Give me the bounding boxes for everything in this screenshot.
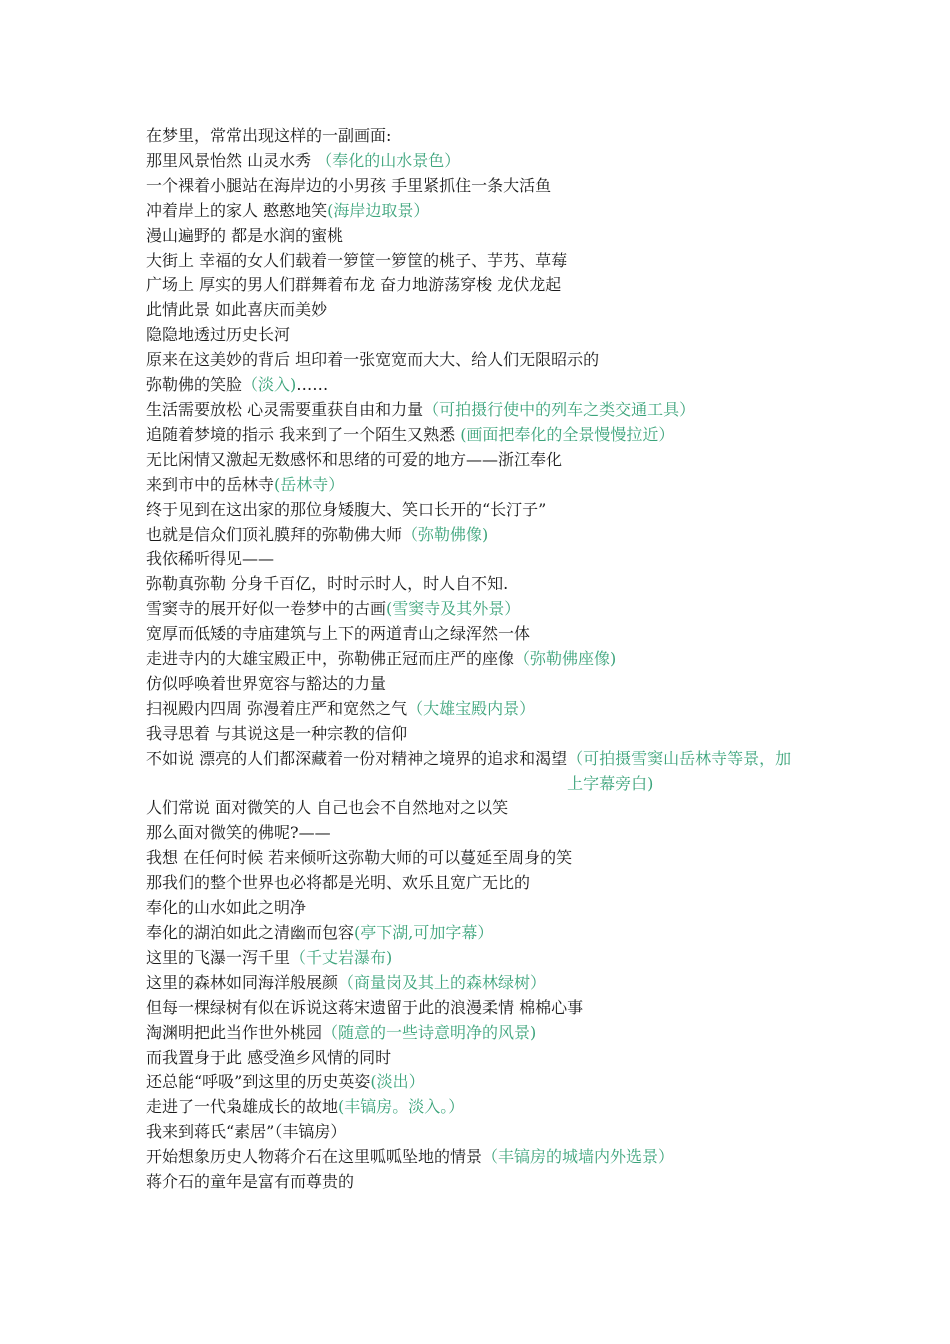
- shot-note: (淡出）: [370, 1072, 425, 1092]
- line-text: 扫视殿内四周 弥漫着庄严和宽然之气: [146, 698, 408, 718]
- script-line: [146, 124, 826, 149]
- script-line: [146, 946, 826, 971]
- line-text: 我来到蒋氏“素居”（丰镐房）: [146, 1122, 347, 1142]
- line-text: 在梦里，常常出现这样的一副画面:: [146, 126, 392, 145]
- line-text: 一个裸着小腿站在海岸边的小男孩 手里紧抓住一条大活鱼: [146, 175, 552, 195]
- script-line: [146, 348, 826, 373]
- line-text: 这里的飞瀑一泻千里: [146, 947, 291, 967]
- script-line: [146, 149, 826, 174]
- script-line: [146, 672, 826, 697]
- line-text: 淘渊明把此当作世外桃园: [146, 1022, 323, 1042]
- line-text: 生活需要放松 心灵需要重获自由和力量: [146, 399, 424, 419]
- shot-note: (海岸边取景）: [327, 200, 430, 220]
- script-line: [146, 523, 826, 548]
- script-line: [146, 1170, 826, 1195]
- script-line: [146, 896, 826, 921]
- script-line: [146, 846, 826, 871]
- script-line: [146, 572, 826, 597]
- line-text: 我想 在任何时候 若来倾听这弥勒大师的可以蔓延至周身的笑: [146, 848, 573, 868]
- line-text: 走进了一代枭雄成长的故地: [146, 1097, 339, 1117]
- line-text: 奉化的湖泊如此之清幽而包容: [146, 923, 355, 942]
- shot-note: （可拍摄雪窦山岳林寺等景，加上字幕旁白): [567, 748, 792, 793]
- shot-note: (雪窦寺及其外景）: [386, 599, 521, 619]
- line-text: 冲着岸上的家人 憨憨地笑: [146, 200, 328, 220]
- shot-note: （大雄宝殿内景）: [407, 698, 536, 718]
- script-line: [146, 199, 826, 224]
- line-text: 那么面对微笑的佛呢?——: [146, 823, 331, 843]
- line-text: 我寻思着 与其说这是一种宗教的信仰: [146, 723, 408, 743]
- script-line: [146, 747, 826, 797]
- line-text: 追随着梦境的指示 我来到了一个陌生又熟悉: [146, 424, 461, 444]
- shot-note: （淡入): [242, 375, 297, 395]
- script-line: [146, 1021, 826, 1046]
- script-line: [146, 921, 826, 946]
- line-text: 广场上 厚实的男人们群舞着布龙 奋力地游荡穿梭 龙伏龙起: [146, 275, 562, 295]
- script-line: [146, 498, 826, 523]
- script-line: [146, 996, 826, 1021]
- script-line: [146, 597, 826, 622]
- line-text: 仿似呼唤着世界宽容与豁达的力量: [146, 673, 387, 693]
- line-text: 而我置身于此 感受渔乡风情的同时: [146, 1047, 392, 1067]
- line-text: 但每一棵绿树有似在诉说这蒋宋遗留于此的浪漫柔情 棉棉心事: [146, 997, 584, 1017]
- script-line: [146, 821, 826, 846]
- line-text: 弥勒真弥勒 分身千百亿，时时示时人，时人自不知.: [146, 574, 509, 594]
- line-text: 那里风景怡然 山灵水秀: [146, 150, 317, 170]
- line-text: 宽厚而低矮的寺庙建筑与上下的两道青山之绿浑然一体: [146, 624, 531, 644]
- line-text: 人们常说 面对微笑的人 自己也会不自然地对之以笑: [146, 798, 509, 818]
- line-text: 来到市中的岳林寺: [146, 474, 275, 494]
- line-text: 终于见到在这出家的那位身矮腹大、笑口长开的“长汀子”: [146, 499, 547, 519]
- line-text: 大街上 幸福的女人们载着一箩筐一箩筐的桃子、芋艿、草莓: [146, 250, 568, 270]
- script-line: [146, 1070, 826, 1095]
- line-text: 不如说 漂亮的人们都深藏着一份对精神之境界的追求和渴望: [146, 748, 568, 768]
- script-line: [146, 796, 826, 821]
- line-text: 开始想象历史人物蒋介石在这里呱呱坠地的情景: [146, 1147, 483, 1167]
- script-line: [146, 398, 826, 423]
- line-text: 弥勒佛的笑脸: [146, 375, 243, 395]
- line-text: 漫山遍野的 都是水润的蜜桃: [146, 225, 344, 245]
- script-line: [146, 1046, 826, 1071]
- line-text: 这里的森林如同海洋般展颜: [146, 972, 339, 992]
- line-text: 蒋介石的童年是富有而尊贵的: [146, 1172, 355, 1192]
- script-line: [146, 647, 826, 672]
- shot-note: （奉化的山水景色）: [316, 150, 461, 170]
- line-tail: ……: [296, 375, 329, 395]
- line-text: 还总能“呼吸”到这里的历史英姿: [146, 1072, 371, 1092]
- script-line: [146, 971, 826, 996]
- script-line: [146, 547, 826, 572]
- script-line: [146, 697, 826, 722]
- line-text: 那我们的整个世界也必将都是光明、欢乐且宽广无比的: [146, 873, 531, 893]
- line-text: 隐隐地透过历史长河: [146, 325, 291, 345]
- shot-note: (亭下湖,可加字幕）: [354, 923, 494, 942]
- shot-note: （千丈岩瀑布): [290, 947, 393, 967]
- script-line: [146, 473, 826, 498]
- line-text: 原来在这美妙的背后 坦印着一张宽宽而大大、给人们无限昭示的: [146, 350, 600, 370]
- shot-note: （商量岗及其上的森林绿树）: [338, 972, 547, 992]
- line-text: 走进寺内的大雄宝殿正中，弥勒佛正冠而庄严的座像: [146, 649, 515, 669]
- shot-note: （可拍摄行使中的列车之类交通工具）: [423, 399, 696, 419]
- line-text: 无比闲情又激起无数感怀和思绪的可爱的地方——浙江奉化: [146, 449, 563, 469]
- script-line: [146, 298, 826, 323]
- script-line: [146, 1145, 826, 1170]
- script-line: [146, 622, 826, 647]
- line-text: 也就是信众们顶礼膜拜的弥勒佛大师: [146, 524, 403, 544]
- script-line: [146, 423, 826, 448]
- line-text: 此情此景 如此喜庆而美妙: [146, 300, 328, 320]
- shot-note: （随意的一些诗意明净的风景): [322, 1022, 537, 1042]
- script-line: [146, 273, 826, 298]
- shot-note: （弥勒佛座像): [514, 649, 617, 669]
- script-line: [146, 323, 826, 348]
- script-line: [146, 871, 826, 896]
- script-line: [146, 249, 826, 274]
- script-line: [146, 722, 826, 747]
- shot-note: （弥勒佛像): [402, 524, 489, 544]
- line-text: 奉化的山水如此之明净: [146, 898, 307, 918]
- script-line: [146, 224, 826, 249]
- shot-note: (丰镐房。淡入。）: [338, 1097, 465, 1117]
- script-line: [146, 448, 826, 473]
- script-line: [146, 1120, 826, 1145]
- shot-note: (岳林寺）: [274, 474, 345, 494]
- line-text: 我依稀听得见——: [146, 549, 275, 569]
- script-line: [146, 1095, 826, 1120]
- shot-note: (画面把奉化的全景慢慢拉近）: [460, 424, 675, 444]
- document-body: [146, 124, 826, 1195]
- shot-note: （丰镐房的城墙内外选景）: [482, 1147, 675, 1167]
- script-line: [146, 373, 826, 398]
- script-line: [146, 174, 826, 199]
- line-text: 雪窦寺的展开好似一卷梦中的古画: [146, 599, 387, 619]
